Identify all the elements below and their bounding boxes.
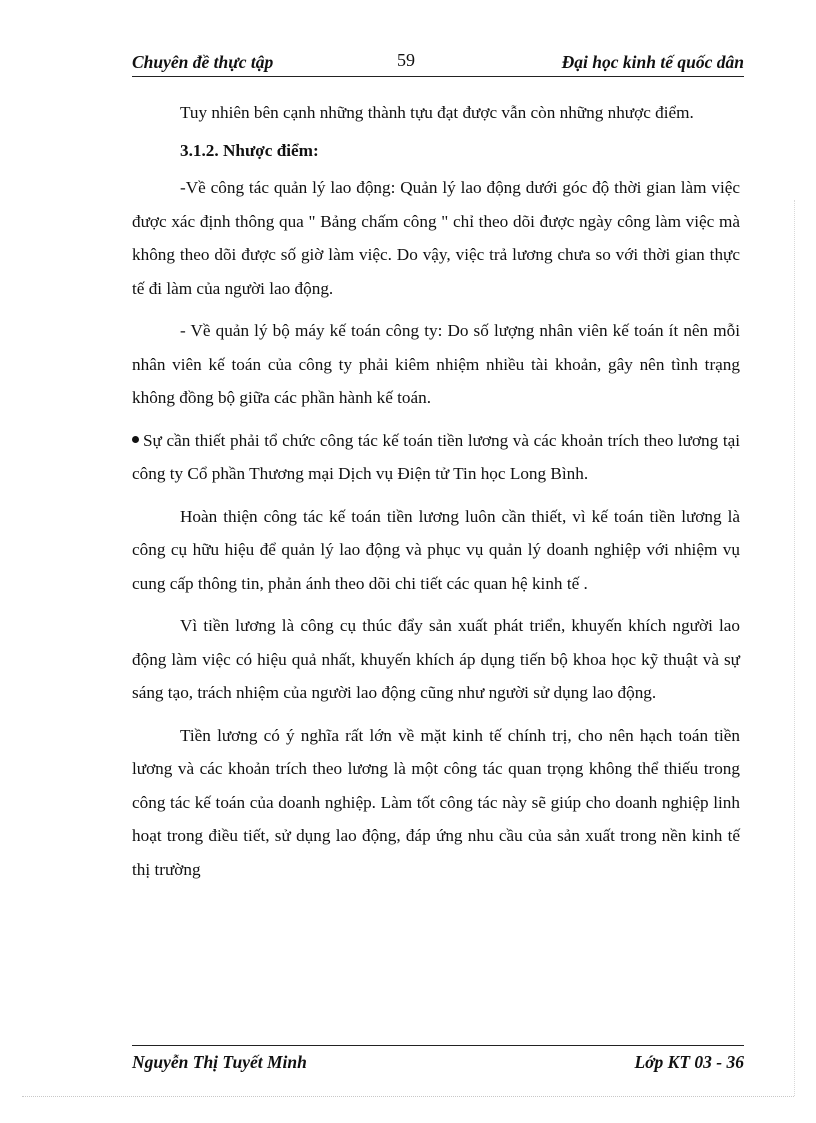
paragraph-significance: Tiền lương có ý nghĩa rất lớn về mặt kinh tế chính trị, cho nên hạch toán tiền lương và các khoản trích theo lương là một công tác quan trọng không thể thiếu trong công tác kế toán của doanh nghiệp. Làm tốt công tác này sẽ giúp cho doanh nghiệp linh hoạt trong điều tiết, sử dụng lao động, đáp ứng nhu cầu của sản xuất trong nền kinh tế thị trường — [132, 725, 740, 879]
document-title: Chuyên đề thực tập — [132, 52, 274, 72]
page-body — [132, 96, 740, 886]
paragraph-improvement: Hoàn thiện công tác kế toán tiền lương luôn cần thiết, vì kế toán tiền lương là công cụ hữu hiệu để quản lý lao động và phục vụ quản lý doanh nghiệp với nhiệm vụ cung cấp thông tin, phản ánh theo dõi chi tiết các quan hệ kinh tế . — [132, 506, 740, 593]
footer-divider — [132, 1045, 744, 1046]
paragraph-motivation: Vì tiền lương là công cụ thúc đẩy sản xuất phát triển, khuyến khích người lao động làm việc có hiệu quả nhất, khuyến khích áp dụng tiến bộ khoa học kỹ thuật và sự sáng tạo, trách nhiệm của người lao động cũng như người sử dụng lao động. — [132, 616, 740, 702]
page-edge-right — [794, 200, 795, 1096]
page-edge-bottom — [22, 1096, 794, 1097]
page-footer — [132, 1052, 744, 1080]
paragraph-accounting-structure: - Về quản lý bộ máy kế toán công ty: Do số lượng nhân viên kế toán ít nên mỗi nhân viên kế toán của công ty phải kiêm nhiệm nhiều tài khoản, gây nên tình trạng không đồng bộ giữa các phần hành kế toán. — [132, 321, 740, 407]
university-name: Đại học kinh tế quốc dân — [561, 52, 744, 72]
paragraph-labor-management: -Về công tác quản lý lao động: Quản lý lao động dưới góc độ thời gian làm việc được xác định thông qua " Bảng chấm công " chỉ theo dõi được ngày công làm việc mà không theo dõi được số giờ làm việc. Do vậy, việc trả lương chưa so với thời gian thực tế đi làm của người lao động. — [132, 178, 740, 298]
bullet-icon — [132, 436, 139, 443]
class-code: Lớp KT 03 - 36 — [634, 1052, 744, 1072]
section-heading: 3.1.2. Nhược điểm: — [180, 140, 319, 160]
page-number: 59 — [397, 50, 415, 70]
intro-paragraph: Tuy nhiên bên cạnh những thành tựu đạt được vẫn còn những nhược điểm. — [180, 103, 694, 122]
header-divider — [132, 76, 744, 77]
page-header — [132, 50, 744, 78]
author-name: Nguyễn Thị Tuyết Minh — [132, 1052, 307, 1072]
bullet-item — [132, 424, 740, 491]
bullet-text: Sự cần thiết phải tổ chức công tác kế toán tiền lương và các khoản trích theo lương tại công ty Cổ phần Thương mại Dịch vụ Điện tử Tin học Long Bình. — [132, 430, 740, 483]
